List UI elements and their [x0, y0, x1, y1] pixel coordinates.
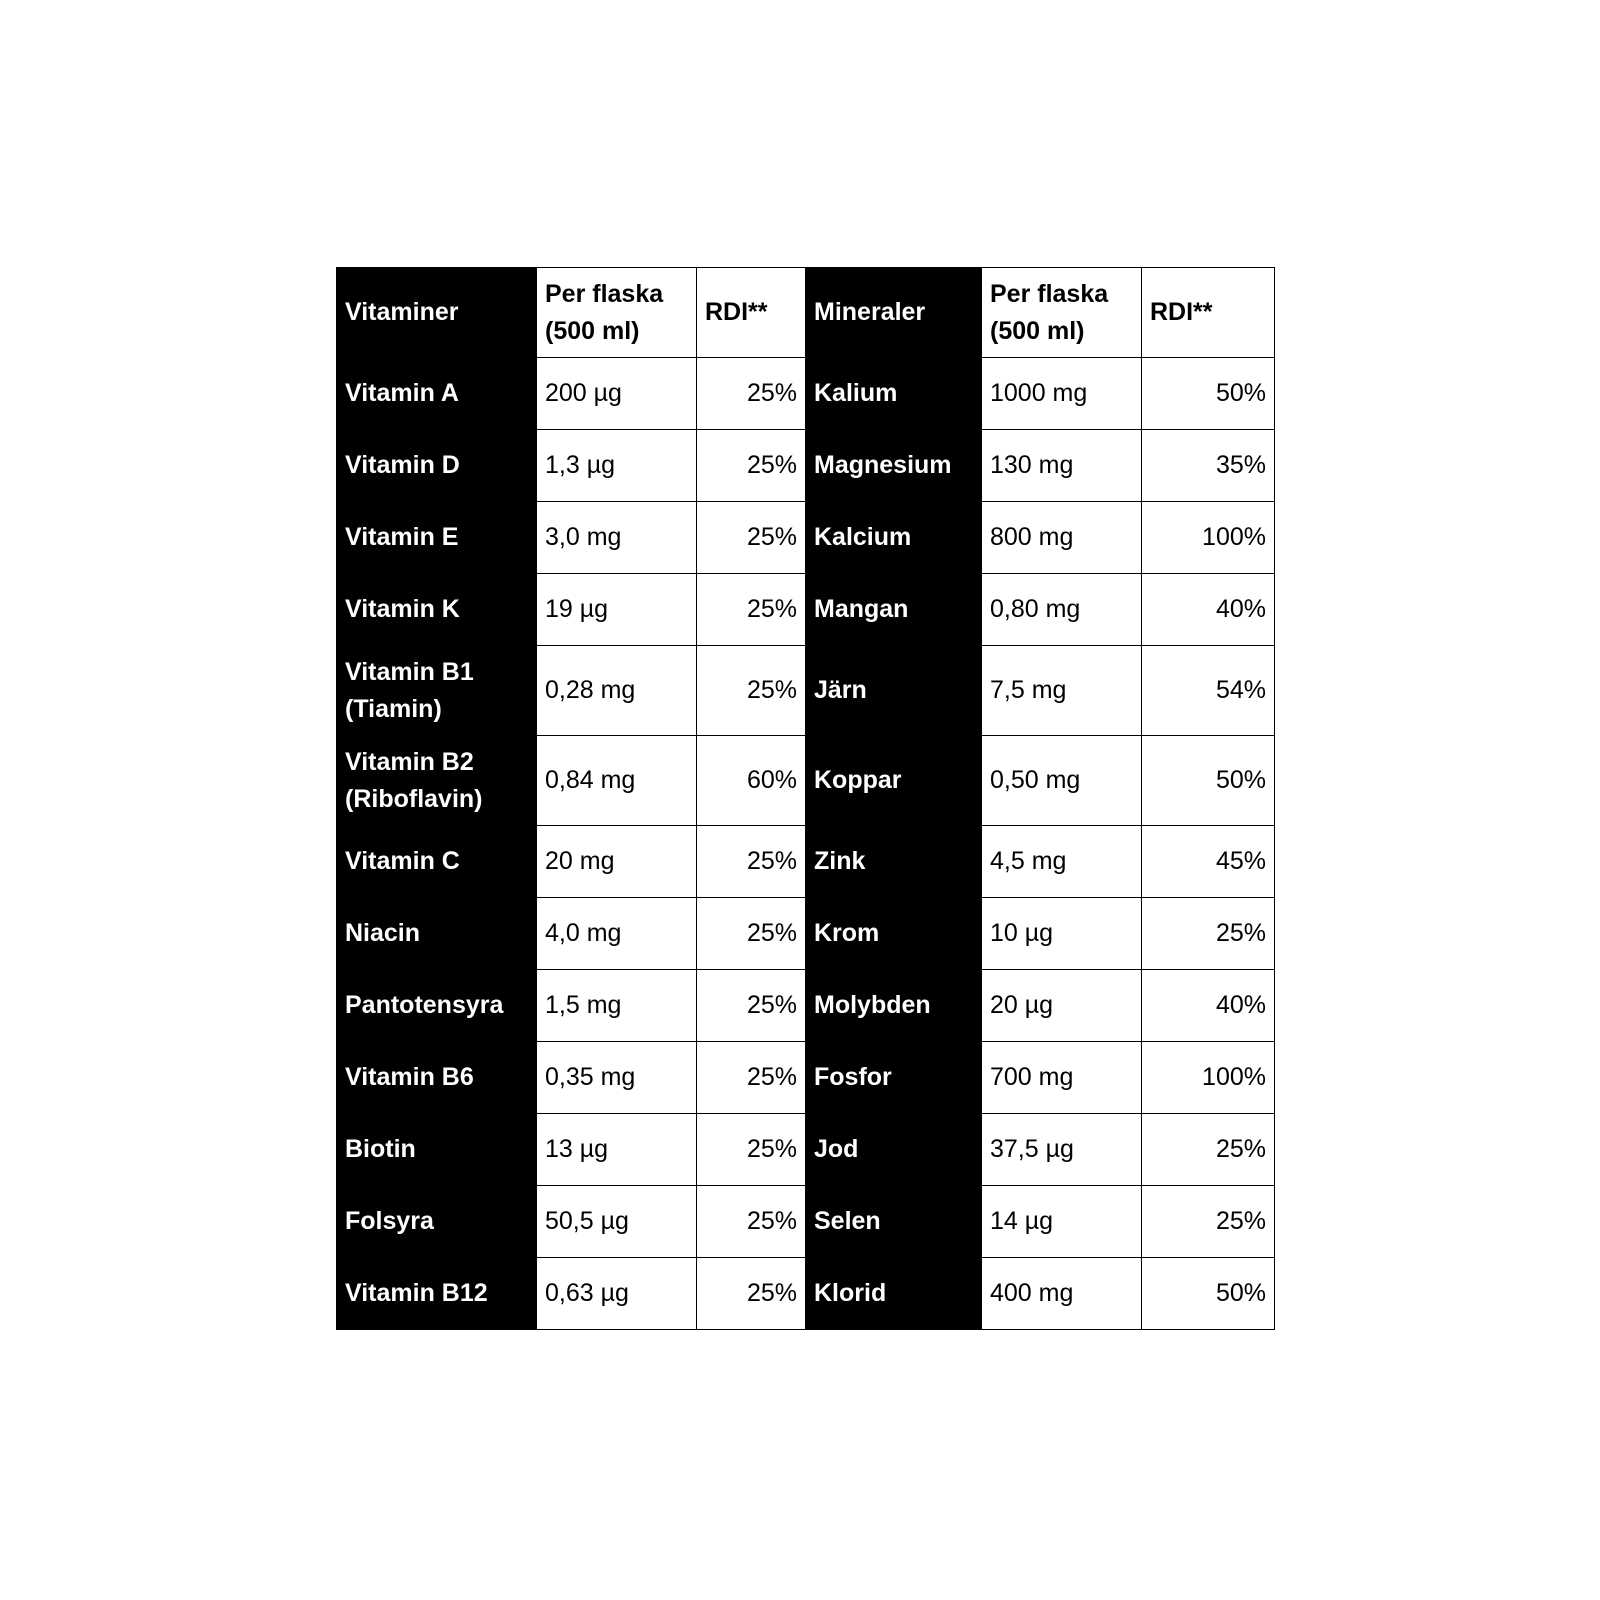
mineral-name: Kalcium	[806, 502, 982, 574]
mineral-amount: 14 µg	[982, 1186, 1142, 1258]
mineral-amount: 37,5 µg	[982, 1114, 1142, 1186]
header-vitamin-per-bottle	[537, 268, 697, 358]
table-row	[337, 826, 1275, 898]
mineral-rdi: 54%	[1142, 646, 1275, 736]
header-mineral-rdi: RDI**	[1142, 268, 1275, 358]
mineral-name: Koppar	[806, 736, 982, 826]
vitamin-rdi: 25%	[697, 1114, 806, 1186]
header-per-bottle-line2: (500 ml)	[990, 316, 1085, 345]
vitamin-amount: 0,84 mg	[537, 736, 697, 826]
mineral-amount: 800 mg	[982, 502, 1142, 574]
table-row	[337, 1186, 1275, 1258]
vitamin-rdi: 25%	[697, 502, 806, 574]
vitamin-name	[337, 736, 537, 826]
header-per-bottle-line2: (500 ml)	[545, 316, 640, 345]
mineral-name: Magnesium	[806, 430, 982, 502]
vitamin-name	[337, 646, 537, 736]
mineral-amount: 10 µg	[982, 898, 1142, 970]
vitamin-name: Biotin	[337, 1114, 537, 1186]
nutrition-table	[336, 267, 1275, 1330]
mineral-amount: 1000 mg	[982, 358, 1142, 430]
mineral-rdi: 40%	[1142, 574, 1275, 646]
mineral-rdi: 40%	[1142, 970, 1275, 1042]
mineral-rdi: 25%	[1142, 898, 1275, 970]
mineral-name: Selen	[806, 1186, 982, 1258]
table-row	[337, 646, 1275, 736]
mineral-rdi: 45%	[1142, 826, 1275, 898]
vitamin-name-main: Vitamin B2	[345, 747, 474, 776]
vitamin-name: Vitamin E	[337, 502, 537, 574]
header-per-bottle-line1: Per flaska	[990, 279, 1109, 308]
mineral-amount: 700 mg	[982, 1042, 1142, 1114]
table-row	[337, 358, 1275, 430]
vitamin-name: Folsyra	[337, 1186, 537, 1258]
mineral-amount: 0,50 mg	[982, 736, 1142, 826]
vitamin-rdi: 25%	[697, 574, 806, 646]
vitamin-name: Vitamin D	[337, 430, 537, 502]
vitamin-rdi: 25%	[697, 826, 806, 898]
mineral-rdi: 100%	[1142, 1042, 1275, 1114]
vitamin-name: Vitamin A	[337, 358, 537, 430]
table-row	[337, 1042, 1275, 1114]
vitamin-name: Vitamin B6	[337, 1042, 537, 1114]
mineral-name: Klorid	[806, 1258, 982, 1330]
table-row	[337, 1114, 1275, 1186]
header-mineral-per-bottle	[982, 268, 1142, 358]
vitamin-name-main: Vitamin B1	[345, 657, 474, 686]
vitamin-rdi: 60%	[697, 736, 806, 826]
table-row	[337, 502, 1275, 574]
vitamin-name: Vitamin B12	[337, 1258, 537, 1330]
header-vitamin-rdi: RDI**	[697, 268, 806, 358]
vitamin-amount: 3,0 mg	[537, 502, 697, 574]
vitamin-rdi: 25%	[697, 970, 806, 1042]
header-vitamins: Vitaminer	[337, 268, 537, 358]
vitamin-amount: 1,3 µg	[537, 430, 697, 502]
mineral-amount: 4,5 mg	[982, 826, 1142, 898]
mineral-rdi: 25%	[1142, 1114, 1275, 1186]
vitamin-amount: 0,63 µg	[537, 1258, 697, 1330]
vitamin-name: Niacin	[337, 898, 537, 970]
vitamin-amount: 1,5 mg	[537, 970, 697, 1042]
vitamin-name: Pantotensyra	[337, 970, 537, 1042]
vitamin-rdi: 25%	[697, 1258, 806, 1330]
table-row	[337, 574, 1275, 646]
mineral-rdi: 100%	[1142, 502, 1275, 574]
mineral-name: Zink	[806, 826, 982, 898]
table-row	[337, 1258, 1275, 1330]
table-header-row	[337, 268, 1275, 358]
vitamin-rdi: 25%	[697, 430, 806, 502]
mineral-rdi: 50%	[1142, 1258, 1275, 1330]
vitamin-rdi: 25%	[697, 1186, 806, 1258]
mineral-amount: 20 µg	[982, 970, 1142, 1042]
vitamin-name: Vitamin K	[337, 574, 537, 646]
mineral-rdi: 50%	[1142, 358, 1275, 430]
table-row	[337, 430, 1275, 502]
mineral-rdi: 50%	[1142, 736, 1275, 826]
vitamin-rdi: 25%	[697, 646, 806, 736]
header-minerals: Mineraler	[806, 268, 982, 358]
table-row	[337, 736, 1275, 826]
mineral-amount: 130 mg	[982, 430, 1142, 502]
vitamin-amount: 13 µg	[537, 1114, 697, 1186]
table-row	[337, 898, 1275, 970]
vitamin-rdi: 25%	[697, 358, 806, 430]
mineral-name: Jod	[806, 1114, 982, 1186]
vitamin-amount: 0,35 mg	[537, 1042, 697, 1114]
vitamin-rdi: 25%	[697, 898, 806, 970]
vitamin-amount: 0,28 mg	[537, 646, 697, 736]
table-row	[337, 970, 1275, 1042]
vitamin-amount: 19 µg	[537, 574, 697, 646]
vitamin-name-sub: (Riboflavin)	[345, 784, 483, 813]
mineral-amount: 7,5 mg	[982, 646, 1142, 736]
mineral-name: Järn	[806, 646, 982, 736]
mineral-rdi: 35%	[1142, 430, 1275, 502]
mineral-name: Molybden	[806, 970, 982, 1042]
vitamin-amount: 20 mg	[537, 826, 697, 898]
vitamin-name: Vitamin C	[337, 826, 537, 898]
mineral-amount: 0,80 mg	[982, 574, 1142, 646]
mineral-name: Mangan	[806, 574, 982, 646]
vitamin-amount: 200 µg	[537, 358, 697, 430]
vitamin-amount: 4,0 mg	[537, 898, 697, 970]
mineral-amount: 400 mg	[982, 1258, 1142, 1330]
vitamin-rdi: 25%	[697, 1042, 806, 1114]
mineral-name: Krom	[806, 898, 982, 970]
header-per-bottle-line1: Per flaska	[545, 279, 664, 308]
mineral-name: Kalium	[806, 358, 982, 430]
mineral-rdi: 25%	[1142, 1186, 1275, 1258]
mineral-name: Fosfor	[806, 1042, 982, 1114]
vitamin-name-sub: (Tiamin)	[345, 694, 442, 723]
table-body	[337, 358, 1275, 1330]
vitamin-amount: 50,5 µg	[537, 1186, 697, 1258]
